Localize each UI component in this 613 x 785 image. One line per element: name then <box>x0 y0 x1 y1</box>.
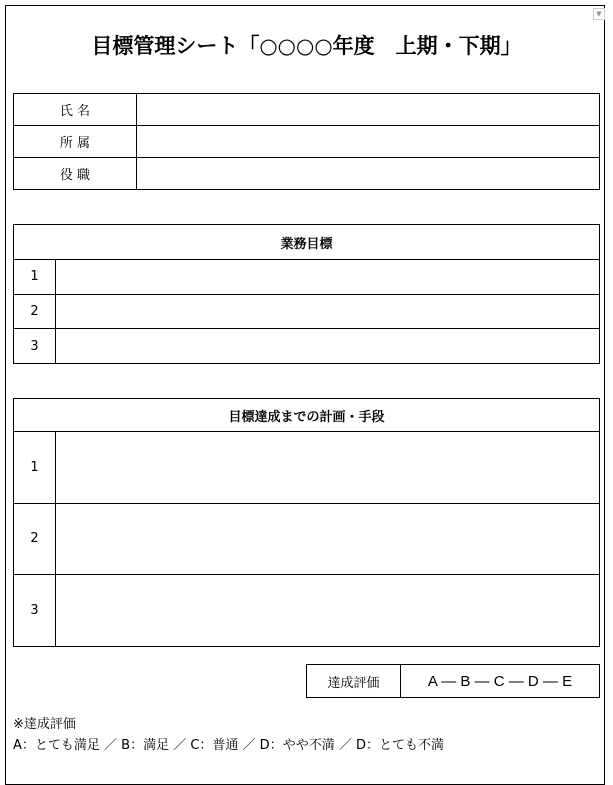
goal-field[interactable] <box>56 329 600 364</box>
goal-field[interactable] <box>56 260 600 295</box>
evaluation-label: 達成評価 <box>307 665 401 698</box>
plan-field[interactable] <box>56 432 600 504</box>
goals-table <box>13 224 600 364</box>
position-field[interactable] <box>137 158 600 190</box>
table-row <box>14 294 600 329</box>
name-field[interactable] <box>137 94 600 126</box>
name-label: 氏 名 <box>14 94 137 126</box>
row-number: 2 <box>14 503 56 575</box>
row-number: 1 <box>14 432 56 504</box>
table-row <box>14 94 600 126</box>
table-row <box>14 158 600 190</box>
evaluation-note-legend: A：とても満足 ／ B：満足 ／ C：普通 ／ D：やや不満 ／ D：とても不満 <box>13 738 444 753</box>
table-row <box>14 126 600 158</box>
table-row <box>14 329 600 364</box>
row-number: 3 <box>14 329 56 364</box>
goal-field[interactable] <box>56 294 600 329</box>
table-row <box>14 503 600 575</box>
evaluation-table <box>306 664 600 698</box>
table-row <box>14 432 600 504</box>
plans-table <box>13 398 600 647</box>
row-number: 1 <box>14 260 56 295</box>
evaluation-note-title: ※達成評価 <box>13 717 76 732</box>
plan-field[interactable] <box>56 575 600 647</box>
table-row <box>14 260 600 295</box>
position-label: 役 職 <box>14 158 137 190</box>
plans-header: 目標達成までの計画・手段 <box>14 399 600 432</box>
row-number: 3 <box>14 575 56 647</box>
goals-header: 業務目標 <box>14 225 600 260</box>
department-label: 所 属 <box>14 126 137 158</box>
department-field[interactable] <box>137 126 600 158</box>
dropdown-icon[interactable]: ▼ <box>593 8 605 20</box>
profile-table <box>13 93 600 190</box>
page-title: 目標管理シート「○○○○年度 上期・下期」 <box>91 34 522 58</box>
row-number: 2 <box>14 294 56 329</box>
table-row <box>14 575 600 647</box>
plan-field[interactable] <box>56 503 600 575</box>
evaluation-scale[interactable]: A — B — C — D — E <box>401 665 600 698</box>
